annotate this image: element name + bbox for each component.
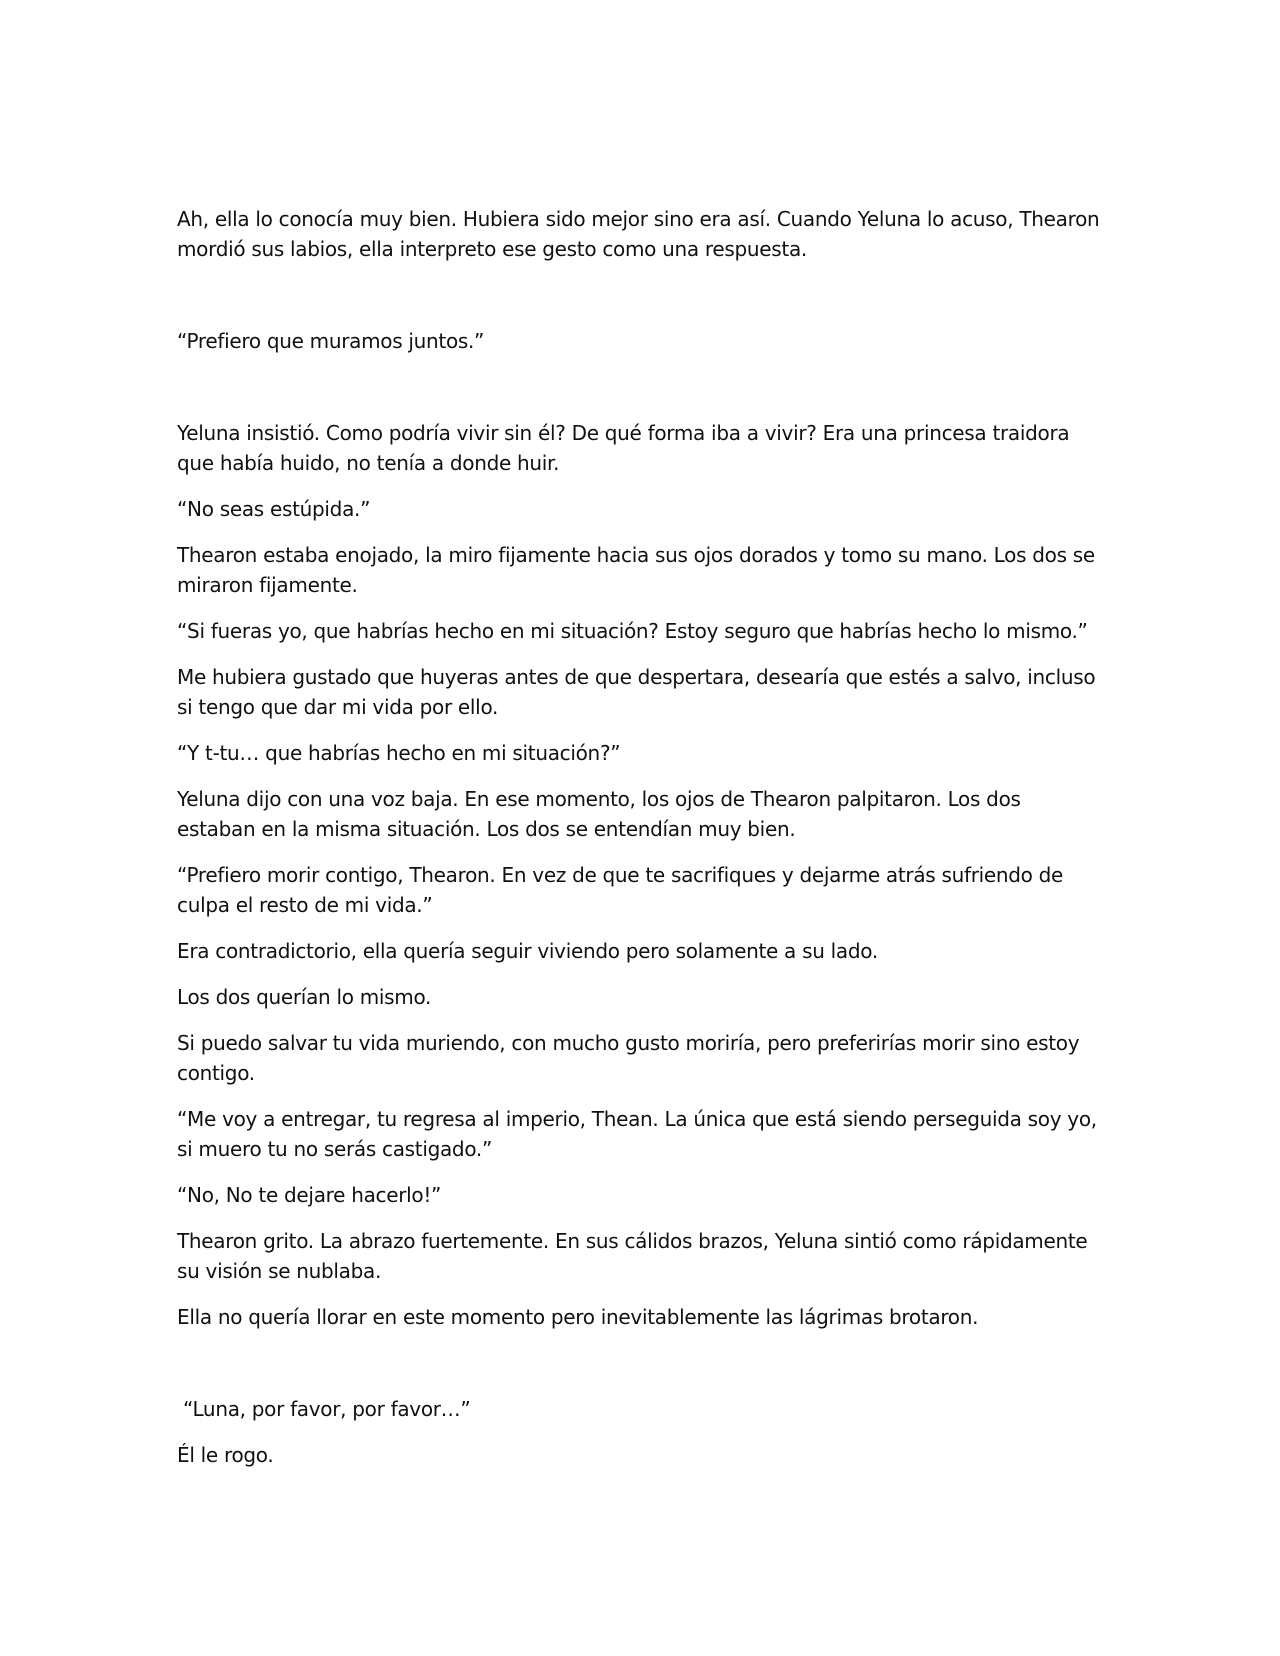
paragraph: Ella no quería llorar en este momento pero inevitablemente las lágrimas brotaron.	[177, 1305, 979, 1329]
paragraph: Era contradictorio, ella quería seguir viviendo pero solamente a su lado.	[177, 939, 878, 963]
paragraph: Yeluna insistió. Como podría vivir sin él? De qué forma iba a vivir? Era una princesa traidora que había huido, no tenía a donde huir.	[177, 421, 1070, 475]
paragraph: Yeluna dijo con una voz baja. En ese momento, los ojos de Thearon palpitaron. Los dos estaban en la misma situación. Los dos se entendían muy bien.	[177, 787, 1021, 841]
document-body	[177, 204, 1105, 1486]
paragraph-dialogue: “Prefiero que muramos juntos.”	[177, 329, 485, 353]
paragraph-dialogue: “Y t-tu… que habrías hecho en mi situación?”	[177, 741, 621, 765]
paragraph: Él le rogo.	[177, 1443, 274, 1467]
paragraph-dialogue: “Prefiero morir contigo, Thearon. En vez de que te sacrifiques y dejarme atrás sufriendo de culpa el resto de mi vida.”	[177, 863, 1064, 917]
paragraph: Ah, ella lo conocía muy bien. Hubiera sido mejor sino era así. Cuando Yeluna lo acuso, Thearon mordió sus labios, ella interpreto ese gesto como una respuesta.	[177, 207, 1100, 261]
paragraph-dialogue: “No seas estúpida.”	[177, 497, 371, 521]
paragraph: Los dos querían lo mismo.	[177, 985, 432, 1009]
paragraph-dialogue: “Si fueras yo, que habrías hecho en mi situación? Estoy seguro que habrías hecho lo mismo.”	[177, 619, 1088, 643]
paragraph-dialogue: “No, No te dejare hacerlo!”	[177, 1183, 442, 1207]
paragraph: Me hubiera gustado que huyeras antes de que despertara, desearía que estés a salvo, incluso si tengo que dar mi vida por ello.	[177, 665, 1096, 719]
paragraph-dialogue: “Luna, por favor, por favor…”	[183, 1397, 471, 1421]
paragraph: Si puedo salvar tu vida muriendo, con mucho gusto moriría, pero preferirías morir sino estoy contigo.	[177, 1031, 1080, 1085]
paragraph: Thearon estaba enojado, la miro fijamente hacia sus ojos dorados y tomo su mano. Los dos se miraron fijamente.	[177, 543, 1095, 597]
paragraph: Thearon grito. La abrazo fuertemente. En sus cálidos brazos, Yeluna sintió como rápidamente su visión se nublaba.	[177, 1229, 1088, 1283]
paragraph-dialogue: “Me voy a entregar, tu regresa al imperio, Thean. La única que está siendo perseguida soy yo, si muero tu no serás castigado.”	[177, 1107, 1097, 1161]
